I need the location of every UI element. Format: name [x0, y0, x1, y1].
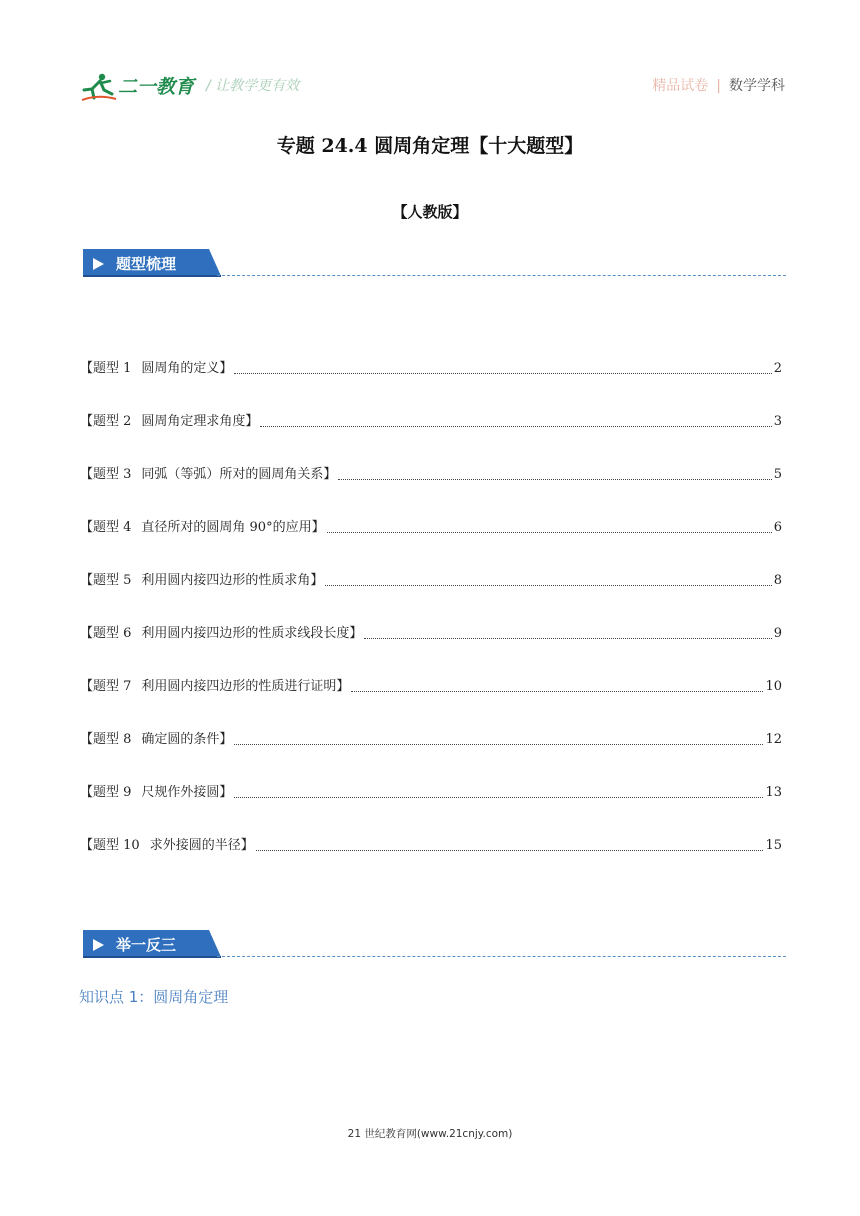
banner-divider	[217, 956, 786, 957]
toc-item-number: 【题型 4	[80, 520, 132, 535]
document-subtitle: 【人教版】	[392, 203, 468, 221]
toc-item-title: 直径所对的圆周角 90°的应用】	[141, 520, 325, 535]
toc-item-page: 15	[765, 838, 782, 853]
toc-item-title: 求外接圆的半径】	[149, 838, 254, 853]
play-arrow-icon	[93, 258, 104, 270]
banner-label: 题型梳理	[116, 255, 177, 273]
toc-section-banner	[83, 249, 786, 281]
toc-item[interactable]	[80, 727, 782, 780]
logo-text: 二一教育	[118, 76, 195, 98]
header-separator: |	[716, 78, 721, 94]
toc-item-page: 6	[773, 520, 782, 535]
toc-item-title: 利用圆内接四边形的性质进行证明】	[141, 679, 350, 694]
toc-leader-dots	[364, 621, 771, 647]
toc-item-number: 【题型 9	[80, 785, 132, 800]
toc-item-title: 圆周角定理求角度】	[141, 414, 259, 429]
toc-leader-dots	[338, 462, 771, 488]
toc-item-title: 利用圆内接四边形的性质求角】	[141, 573, 324, 588]
banner-label: 举一反三	[116, 936, 177, 954]
running-person-icon	[80, 72, 120, 102]
toc-item-number: 【题型 7	[80, 679, 132, 694]
table-of-contents	[80, 356, 782, 886]
toc-item-title: 利用圆内接四边形的性质求线段长度】	[141, 626, 363, 641]
toc-item-page: 2	[773, 361, 782, 376]
toc-item-title: 同弧（等弧）所对的圆周角关系】	[141, 467, 337, 482]
toc-item[interactable]	[80, 409, 782, 462]
toc-item[interactable]	[80, 462, 782, 515]
banner-divider	[217, 275, 786, 276]
toc-item[interactable]	[80, 780, 782, 833]
page-footer: 21 世纪教育网(www.21cnjy.com)	[347, 1128, 513, 1140]
toc-item-number: 【题型 1	[80, 361, 132, 376]
play-arrow-icon	[93, 939, 104, 951]
toc-item[interactable]	[80, 621, 782, 674]
practice-section-banner	[83, 930, 786, 962]
toc-item-page: 8	[773, 573, 782, 588]
toc-item-page: 10	[765, 679, 782, 694]
toc-leader-dots	[325, 568, 771, 594]
toc-leader-dots	[234, 727, 763, 753]
toc-leader-dots	[327, 515, 772, 541]
header-subject: 数学学科	[729, 78, 785, 94]
toc-item-number: 【题型 3	[80, 467, 132, 482]
toc-item-page: 13	[765, 785, 782, 800]
toc-leader-dots	[234, 356, 771, 382]
toc-item-number: 【题型 8	[80, 732, 132, 747]
toc-item[interactable]	[80, 356, 782, 409]
toc-item[interactable]	[80, 674, 782, 727]
toc-item-number: 【题型 10	[80, 838, 140, 853]
brand-logo	[80, 72, 204, 102]
toc-item-title: 确定圆的条件】	[141, 732, 233, 747]
toc-item-number: 【题型 6	[80, 626, 132, 641]
toc-item-page: 3	[773, 414, 782, 429]
header-tag: 精品试卷	[652, 78, 709, 94]
toc-item-number: 【题型 2	[80, 414, 132, 429]
toc-item-page: 12	[765, 732, 782, 747]
knowledge-point-heading: 知识点 1：圆周角定理	[79, 988, 229, 1006]
toc-item-title: 圆周角的定义】	[141, 361, 233, 376]
page-header	[80, 66, 785, 106]
header-right	[652, 76, 785, 96]
toc-item-page: 9	[773, 626, 782, 641]
toc-item-title: 尺规作外接圆】	[141, 785, 233, 800]
slogan: / 让教学更有效	[206, 78, 300, 94]
toc-item[interactable]	[80, 833, 782, 886]
toc-item-page: 5	[773, 467, 782, 482]
toc-item-number: 【题型 5	[80, 573, 132, 588]
toc-leader-dots	[234, 780, 763, 806]
toc-item[interactable]	[80, 515, 782, 568]
toc-item[interactable]	[80, 568, 782, 621]
toc-leader-dots	[260, 409, 771, 435]
toc-leader-dots	[351, 674, 763, 700]
toc-leader-dots	[256, 833, 764, 859]
document-title: 专题 24.4 圆周角定理【十大题型】	[276, 135, 584, 157]
